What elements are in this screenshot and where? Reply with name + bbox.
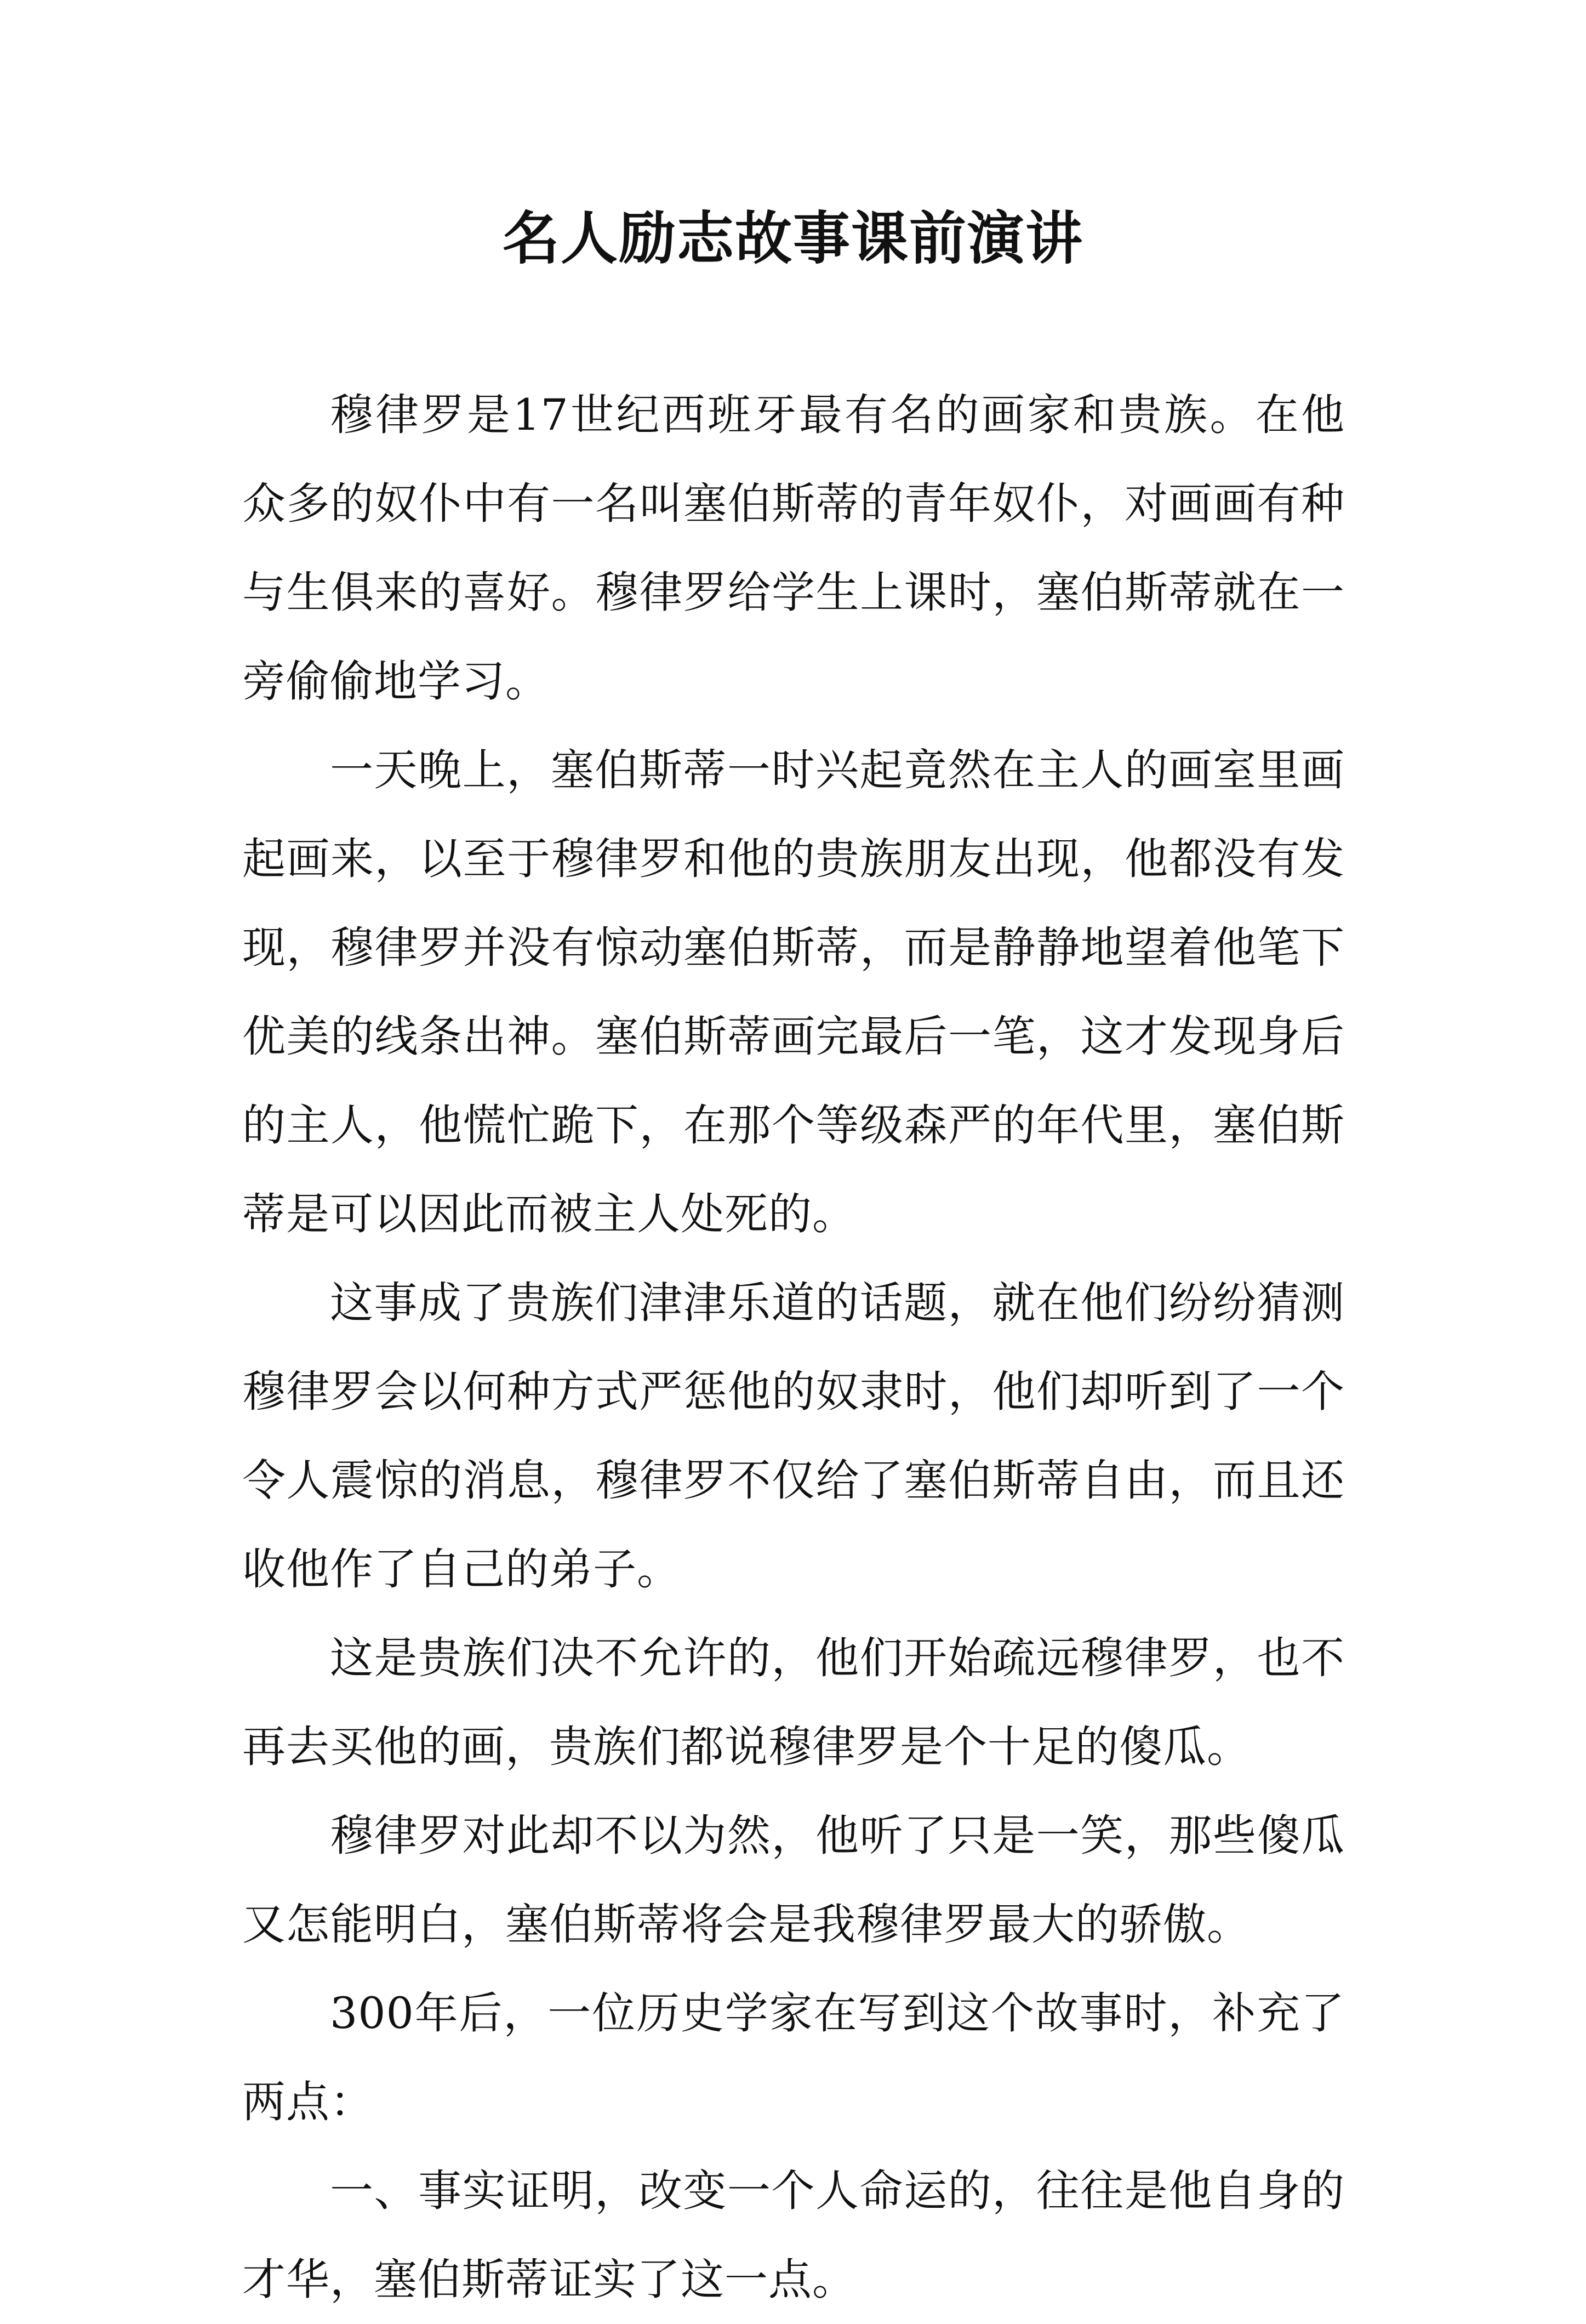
paragraph: 一天晚上，塞伯斯蒂一时兴起竟然在主人的画室里画起画来，以至于穆律罗和他的贵族朋友出现，他都没有发现，穆律罗并没有惊动塞伯斯蒂，而是静静地望着他笔下优美的线条出神。塞伯斯蒂画完最后一笔，这才发现身后的主人，他慌忙跪下，在那个等级森严的年代里，塞伯斯蒂是可以因此而被主人处死的。	[242, 745, 1345, 1239]
document-title: 名人励志故事课前演讲	[502, 204, 1083, 272]
paragraph: 300年后，一位历史学家在写到这个故事时，补充了两点：	[242, 1988, 1345, 2127]
paragraph: 穆律罗对此却不以为然，他听了只是一笑，那些傻瓜又怎能明白，塞伯斯蒂将会是我穆律罗最大的骄傲。	[242, 1810, 1345, 1950]
paragraph: 这是贵族们决不允许的，他们开始疏远穆律罗，也不再去买他的画，贵族们都说穆律罗是个十足的傻瓜。	[242, 1633, 1345, 1772]
paragraph: 一、事实证明，改变一个人命运的，往往是他自身的才华，塞伯斯蒂证实了这一点。	[242, 2166, 1345, 2305]
document-body	[242, 371, 1345, 2324]
paragraph: 穆律罗是17世纪西班牙最有名的画家和贵族。在他众多的奴仆中有一名叫塞伯斯蒂的青年奴仆，对画画有种与生俱来的喜好。穆律罗给学生上课时，塞伯斯蒂就在一旁偷偷地学习。	[242, 390, 1345, 707]
paragraph: 这事成了贵族们津津乐道的话题，就在他们纷纷猜测穆律罗会以何种方式严惩他的奴隶时，他们却听到了一个令人震惊的消息，穆律罗不仅给了塞伯斯蒂自由，而且还收他作了自己的弟子。	[242, 1278, 1345, 1594]
